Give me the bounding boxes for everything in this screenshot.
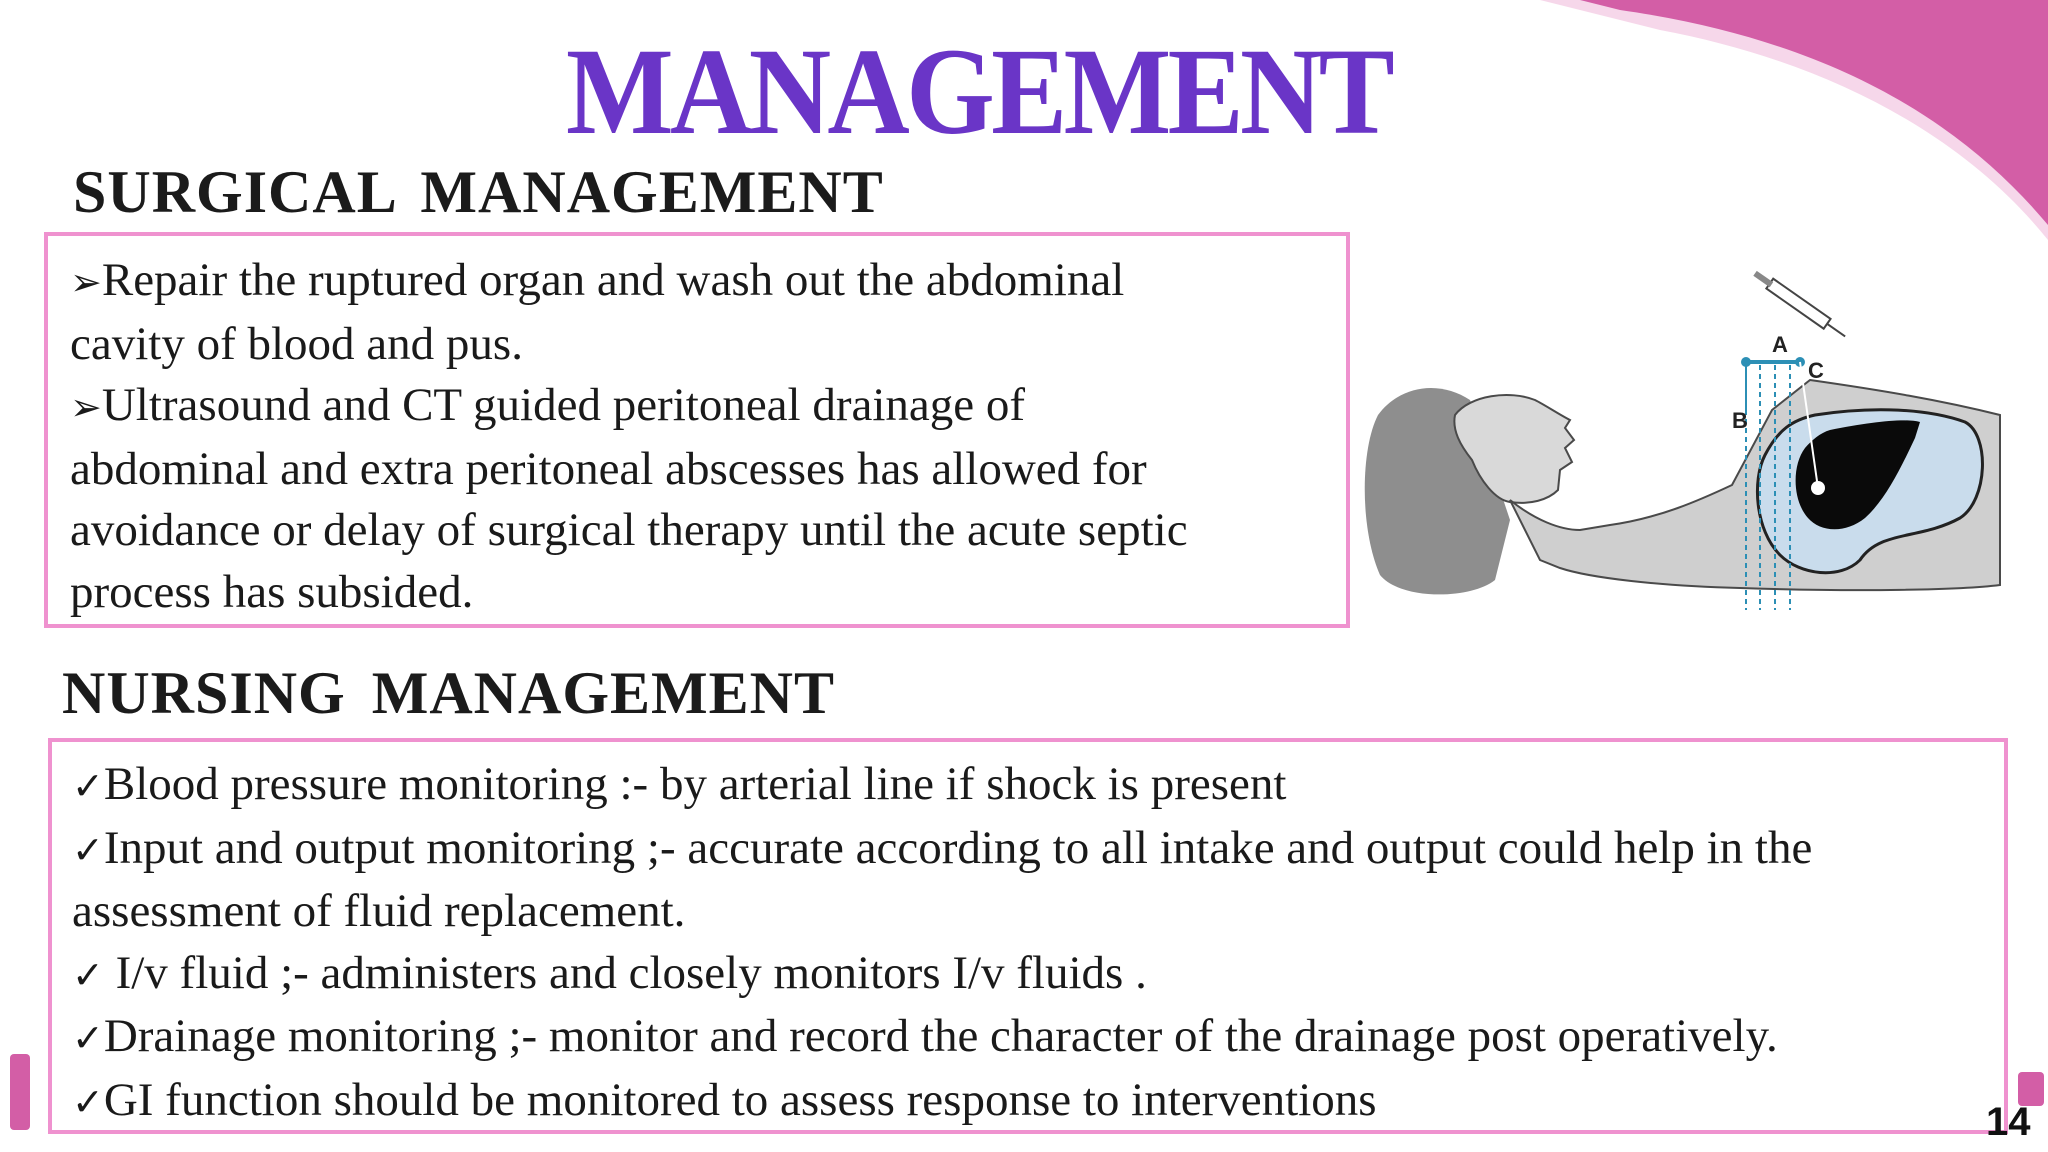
- checkmark-icon: ✓: [72, 1016, 104, 1060]
- surgical-point: ➢Repair the ruptured organ and wash out the abdominal: [70, 254, 1125, 306]
- surgical-point: ➢Ultrasound and CT guided peritoneal drainage of: [70, 379, 1026, 431]
- surgical-point: avoidance or delay of surgical therapy until the acute septic: [70, 504, 1188, 556]
- nursing-point: ✓ I/v fluid ;- administers and closely monitors I/v fluids .: [72, 946, 1147, 999]
- surgical-point: cavity of blood and pus.: [70, 317, 523, 370]
- nursing-point: ✓GI function should be monitored to assess response to interventions: [72, 1073, 1377, 1126]
- checkmark-icon: ✓: [72, 1079, 104, 1124]
- surgical-box: [44, 232, 1350, 628]
- nursing-point: assessment of fluid replacement.: [72, 885, 686, 937]
- accent-strip: [10, 1054, 30, 1130]
- surgical-point: abdominal and extra peritoneal abscesses has allowed for: [70, 442, 1147, 495]
- nursing-point: ✓Blood pressure monitoring :- by arterial line if shock is present: [72, 758, 1287, 810]
- nursing-heading: NURSING MANAGEMENT: [62, 660, 836, 726]
- nursing-point: ✓Drainage monitoring ;- monitor and record the character of the drainage post operatively.: [72, 1010, 1778, 1062]
- checkmark-icon: ✓: [72, 952, 104, 997]
- surgical-heading: SURGICAL MANAGEMENT: [73, 159, 884, 225]
- slide-title: MANAGEMENT: [566, 23, 1392, 160]
- label-b: B: [1732, 408, 1748, 433]
- surgical-point: process has subsided.: [70, 565, 474, 618]
- checkmark-icon: ✓: [72, 827, 104, 872]
- page-number: 14: [1986, 1100, 2031, 1144]
- nursing-point: ✓Input and output monitoring ;- accurate according to all intake and output could help in the: [72, 821, 1813, 874]
- label-a: A: [1772, 332, 1788, 357]
- nursing-box: [48, 738, 2008, 1134]
- checkmark-icon: ✓: [72, 764, 104, 808]
- patient-diagram-image: [1360, 200, 2020, 670]
- arrow-bullet-icon: ➢: [70, 260, 102, 304]
- arrow-bullet-icon: ➢: [70, 385, 102, 429]
- label-c: C: [1808, 358, 1824, 383]
